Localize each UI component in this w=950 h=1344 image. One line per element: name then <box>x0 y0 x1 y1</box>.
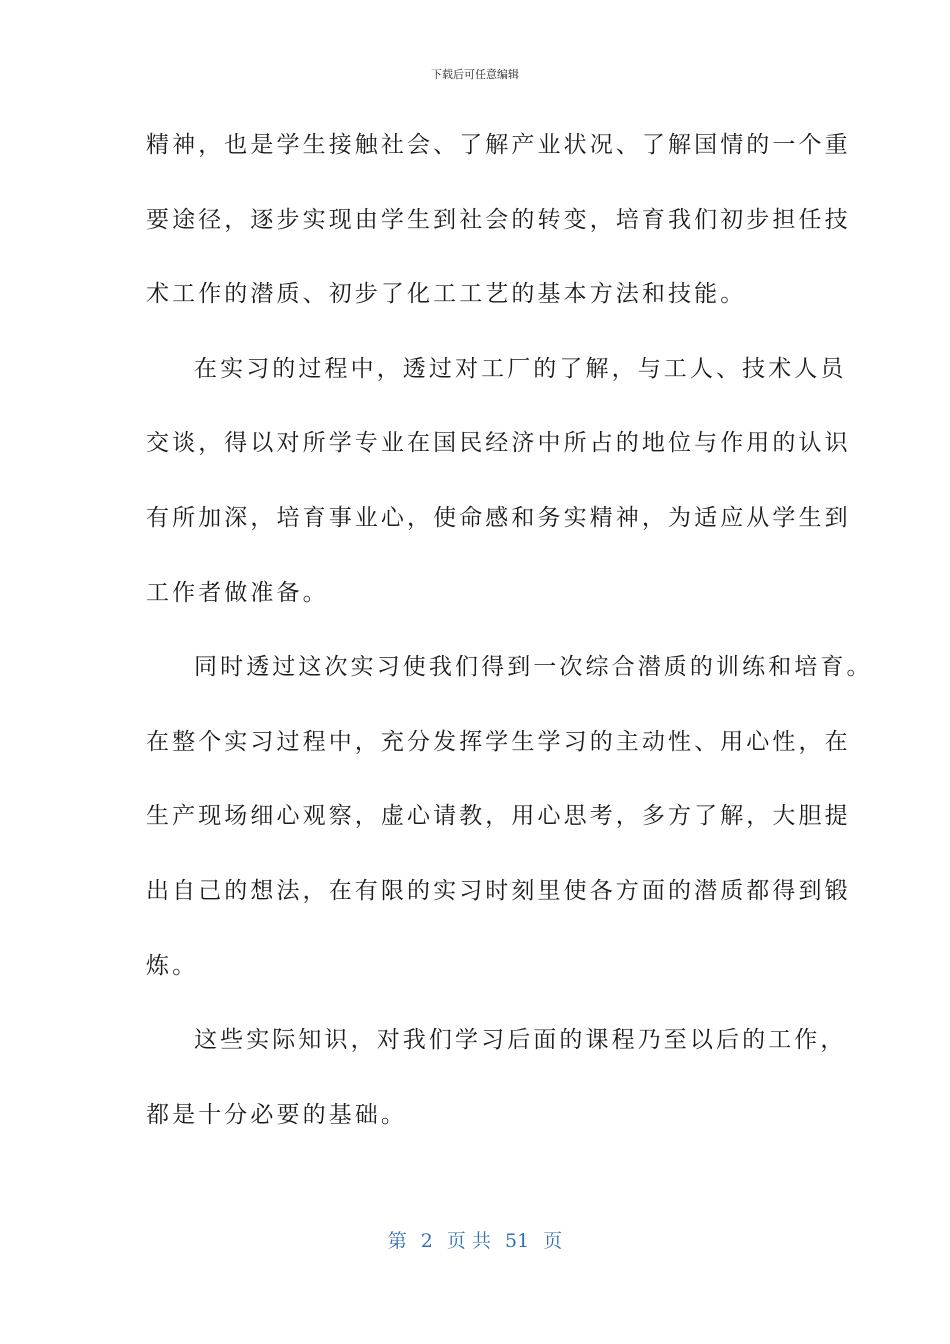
text-line: 要途径，逐步实现由学生到社会的转变，培育我们初步担任技 <box>146 206 851 233</box>
text-line: 术工作的潜质、初步了化工工艺的基本方法和技能。 <box>146 281 747 308</box>
text-line: 有所加深，培育事业心，使命感和务实精神，为适应从学生到 <box>146 504 851 531</box>
text-line: 出自己的想法，在有限的实习时刻里使各方面的潜质都得到锻 <box>146 877 851 904</box>
page-header: 下载后可任意编辑 <box>431 68 519 81</box>
paragraph-first-line: 这些实际知识，对我们学习后面的课程乃至以后的工作， <box>194 1027 847 1054</box>
text-line: 工作者做准备。 <box>146 579 329 606</box>
footer-suffix: 页 <box>543 1230 563 1252</box>
page-footer <box>0 1226 950 1253</box>
total-page-count: 51 <box>505 1230 530 1252</box>
text-line: 精神，也是学生接触社会、了解产业状况、了解国情的一个重 <box>146 132 851 158</box>
paragraph-first-line: 在实习的过程中，透过对工厂的了解，与工人、技术人员 <box>194 355 847 382</box>
text-line: 炼。 <box>146 952 199 979</box>
document-body <box>146 122 873 1166</box>
text-line: 在整个实习过程中，充分发挥学生学习的主动性、用心性，在 <box>146 728 851 755</box>
current-page-number: 2 <box>420 1230 433 1252</box>
text-line: 交谈，得以对所学专业在国民经济中所占的地位与作用的认识 <box>146 430 851 457</box>
footer-prefix: 第 <box>387 1230 407 1252</box>
text-line: 生产现场细心观察，虚心请教，用心思考，多方了解，大胆提 <box>146 803 851 830</box>
footer-middle: 页 共 <box>446 1230 491 1252</box>
text-line: 都是十分必要的基础。 <box>146 1101 407 1128</box>
paragraph-first-line: 同时透过这次实习使我们得到一次综合潜质的训练和培育。 <box>194 654 873 681</box>
